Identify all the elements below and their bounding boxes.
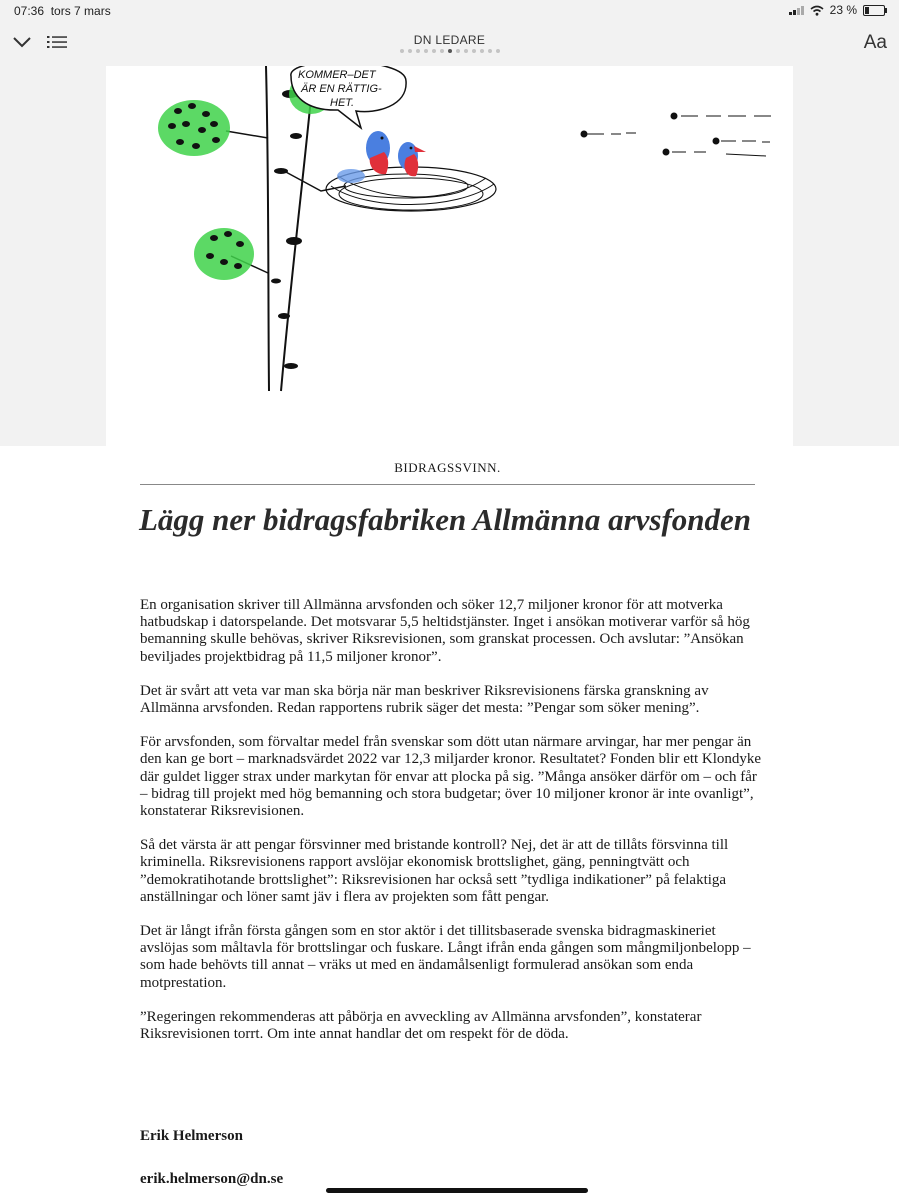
- speech-line-2: ÄR EN RÄTTIG-: [301, 83, 382, 95]
- article-headline: Lägg ner bidragsfabriken Allmänna arvsfonden: [139, 502, 752, 537]
- status-bar: [0, 0, 899, 22]
- signal-icon: [789, 5, 804, 15]
- home-indicator[interactable]: [326, 1188, 588, 1193]
- speech-line-1: KOMMER–DET: [298, 69, 376, 81]
- battery-percent: 23 %: [829, 3, 857, 17]
- status-indicators: [789, 3, 885, 17]
- page-dot[interactable]: [416, 49, 420, 53]
- paragraph-2: Det är svårt att veta var man ska börja när man beskriver Riksrevisionens färska granskning av Allmänna arvsfonden. Redan rapportens rubrik säger det mesta: ”Pengar som söker mening”.: [140, 682, 709, 717]
- paragraph-4: Så det värsta är att pengar försvinner med bristande kontroll? Nej, det är att de tillåts försvinna till kriminella. Riksrevisionens rapport avslöjar ekonomisk brottslighet, gäng, penningtvätt och ”demokratihotande brottslighet”: Riksrevisionen har också sett ”tydliga indikationer” på felaktiga anställningar och löner samt jäv i flera av projekten som fått pengar.: [140, 837, 729, 905]
- article-illustration: [106, 66, 793, 446]
- page-dot[interactable]: [424, 49, 428, 53]
- page-dot[interactable]: [432, 49, 436, 53]
- clock-time: 07:36: [14, 4, 45, 18]
- page-dot[interactable]: [488, 49, 492, 53]
- author-email-link[interactable]: erik.helmerson@dn.se: [140, 1171, 284, 1187]
- paragraph-6: ”Regeringen rekommenderas att påbörja en avveckling av Allmänna arvsfonden”, konstaterar Riksrevisionen torrt. Om inte annat handlar det om respekt för de döda.: [140, 1008, 702, 1043]
- distant-birds: [581, 113, 771, 156]
- speech-line-3: HET.: [330, 97, 355, 109]
- page-dot[interactable]: [408, 49, 412, 53]
- paragraph-3: För arvsfonden, som förvaltar medel från svenskar som dött utan närmare arvingar, har mer pengar än den kan ge bort – marknadsvärdet 2022 var 12,3 miljarder kronor. Resultatet? Fonden blir ett Klondyke där guldet ligger strax under markytan för envar att plocka på sig. ”Många ansöker därför om – och får – bidrag till projekt med hög bemanning och stora budgetar; över 10 miljoner kronor är inte ovanligt”, konstaterar Riksrevisionen.: [140, 734, 762, 820]
- paragraph-1: En organisation skriver till Allmänna arvsfonden och söker 12,7 miljoner kronor för att motverka hatbudskap i datorspelande. Det motsvarar 5,5 heltidstjänster. Inget i ansökan motiverar varför så hög bemanning skulle behövas, skriver Riksrevisionen, som granskat processen. Och avslutar: ”Ansökan beviljades projektbidrag på 11,5 miljoner kronor”.: [140, 597, 750, 665]
- page-dot[interactable]: [464, 49, 468, 53]
- bird-blue: [366, 131, 390, 174]
- bird-red: [398, 142, 426, 176]
- page-dot[interactable]: [400, 49, 404, 53]
- bird-nest-drawing: [106, 66, 793, 446]
- page-dot[interactable]: [480, 49, 484, 53]
- battery-icon: [863, 5, 885, 16]
- page-dot[interactable]: [472, 49, 476, 53]
- page-dot[interactable]: [448, 49, 452, 53]
- page-dot[interactable]: [456, 49, 460, 53]
- page-dot[interactable]: [440, 49, 444, 53]
- reader-toolbar: [0, 22, 899, 67]
- page-dot[interactable]: [496, 49, 500, 53]
- battery-fill: [865, 7, 869, 14]
- page-indicator[interactable]: [0, 49, 899, 53]
- wifi-icon: [810, 5, 824, 16]
- image-gutter-left: [0, 66, 106, 446]
- paragraph-5: Det är långt ifrån första gången som en stor aktör i det tillitsbaserade svenska bidragmaskineriet avslöjas som måltavla för brottslingar och fuskare. Långt ifrån enda gången som mångmiljonbelopp – som hade behövts till annat – vräks ut med en ändamålsenligt formulerad ansökan som enda motprestation.: [140, 923, 751, 991]
- font-size-button[interactable]: Aa: [863, 32, 887, 53]
- foliage-top-left: [158, 100, 230, 156]
- author-name: Erik Helmerson: [140, 1128, 243, 1144]
- status-date: tors 7 mars: [50, 4, 111, 18]
- article-body: [140, 597, 762, 1060]
- image-gutter-right: [793, 66, 899, 446]
- status-time: [14, 4, 111, 18]
- section-title: DN LEDARE: [413, 33, 486, 47]
- article-kicker: BIDRAGSSVINN.: [140, 460, 755, 485]
- foliage-mid-left: [194, 228, 254, 280]
